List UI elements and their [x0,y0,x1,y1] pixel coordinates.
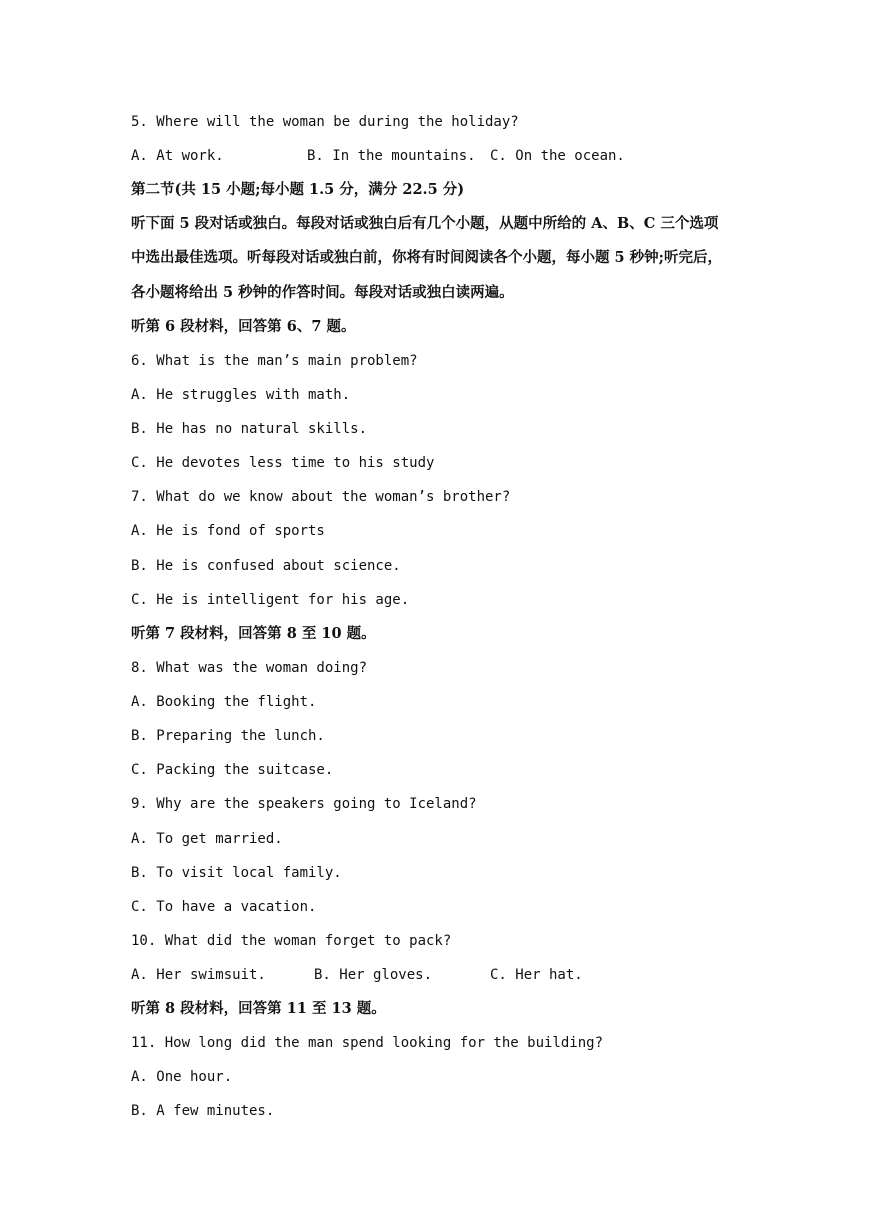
question-8-option-a: A. Booking the flight. [131,694,317,710]
question-5-option-c: C. On the ocean. [490,148,625,164]
section-2-instructions-line-2: 中选出最佳选项。听每段对话或独白前，你将有时间阅读各个小题，每小题 5 秒钟;听完后， [131,249,723,266]
section-2-instructions-line-1: 听下面 5 段对话或独白。每段对话或独白后有几个小题，从题中所给的 A、B、C 三个选项 [131,215,719,232]
question-8-option-b: B. Preparing the lunch. [131,728,325,744]
question-6: 6. What is the man’s main problem? [131,353,418,369]
material-7-heading: 听第 7 段材料，回答第 8 至 10 题。 [131,625,376,642]
question-10-option-a: A. Her swimsuit. [131,967,266,983]
question-6-option-a: A. He struggles with math. [131,387,351,403]
question-11: 11. How long did the man spend looking for the building? [131,1035,604,1051]
question-10-option-b: B. Her gloves. [314,967,433,983]
question-8-option-c: C. Packing the suitcase. [131,762,334,778]
question-11-option-b: B. A few minutes. [131,1103,275,1119]
material-8-heading: 听第 8 段材料，回答第 11 至 13 题。 [131,1000,386,1017]
question-7-option-a: A. He is fond of sports [131,523,325,539]
question-8: 8. What was the woman doing? [131,660,368,676]
question-5: 5. Where will the woman be during the holiday? [131,114,519,130]
question-9-option-c: C. To have a vacation. [131,899,317,915]
question-11-option-a: A. One hour. [131,1069,233,1085]
section-2-instructions-line-3: 各小题将给出 5 秒钟的作答时间。每段对话或独白读两遍。 [131,284,514,301]
question-9: 9. Why are the speakers going to Iceland? [131,796,477,812]
question-7: 7. What do we know about the woman’s brother? [131,489,511,505]
question-7-option-c: C. He is intelligent for his age. [131,592,410,608]
question-6-option-c: C. He devotes less time to his study [131,455,435,471]
material-6-heading: 听第 6 段材料，回答第 6、7 题。 [131,318,356,335]
section-2-heading: 第二节(共 15 小题;每小题 1.5 分，满分 22.5 分) [131,181,465,198]
question-5-option-b: B. In the mountains. [307,148,476,164]
question-9-option-a: A. To get married. [131,831,283,847]
question-9-option-b: B. To visit local family. [131,865,342,881]
question-10-option-c: C. Her hat. [490,967,583,983]
question-6-option-b: B. He has no natural skills. [131,421,368,437]
question-10: 10. What did the woman forget to pack? [131,933,452,949]
question-5-option-a: A. At work. [131,148,224,164]
question-7-option-b: B. He is confused about science. [131,558,401,574]
